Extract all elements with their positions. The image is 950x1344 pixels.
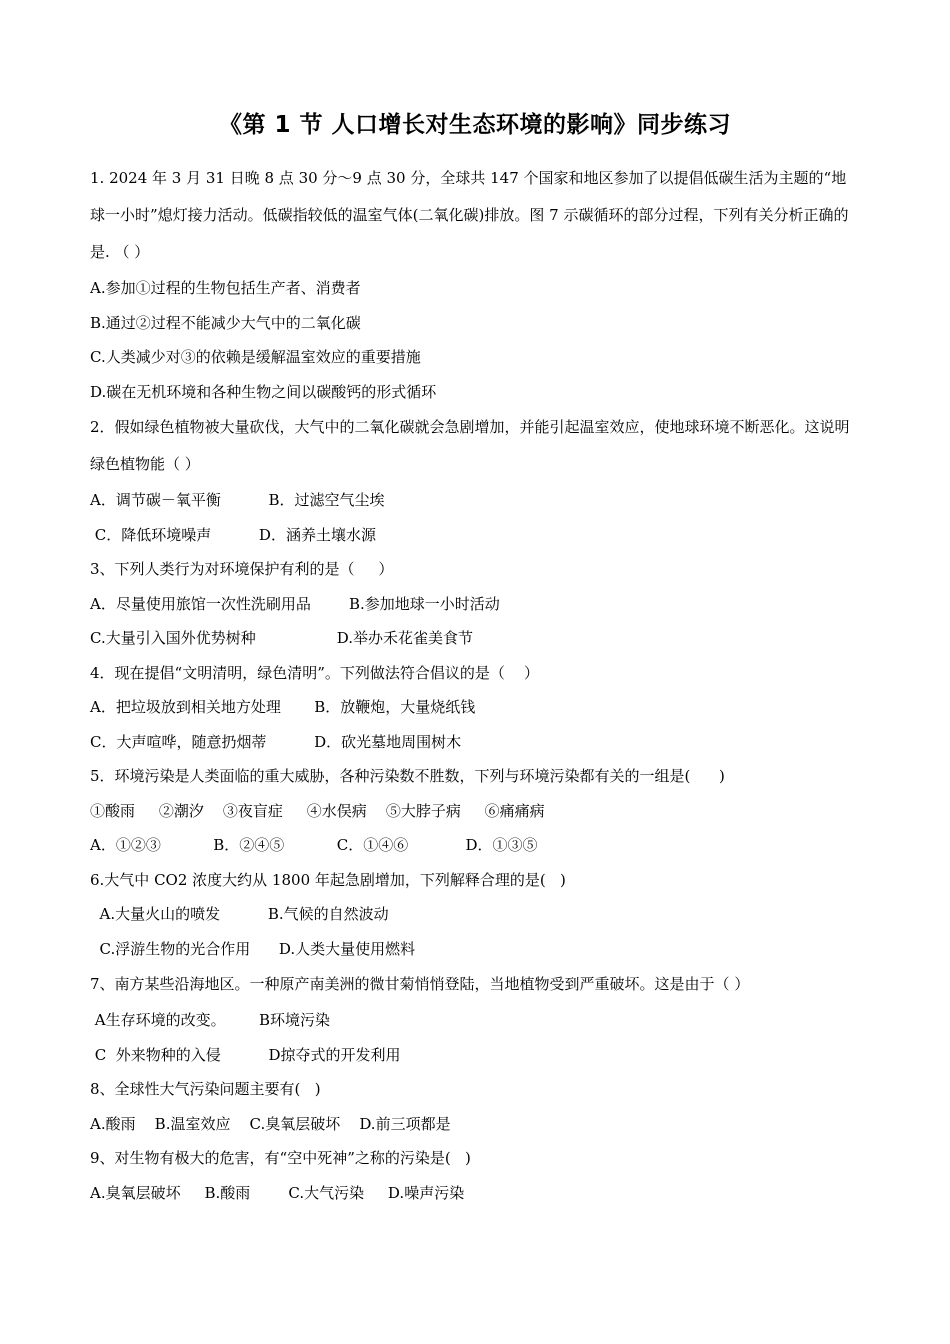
page-title: 《第 1 节 人口增长对生态环境的影响》同步练习 [218, 112, 732, 138]
question-4 [90, 656, 860, 760]
question-1 [90, 160, 860, 409]
question-8 [90, 1072, 860, 1141]
question-stem: 3、下列人类行为对环境保护有利的是（ ） [90, 560, 394, 578]
question-stem: 2．假如绿色植物被大量砍伐，大气中的二氧化碳就会急剧增加，并能引起温室效应，使地球环境不断恶化。这说明绿色植物能（ ） [90, 418, 850, 473]
question-stem: 8、全球性大气污染问题主要有( ) [90, 1080, 321, 1098]
answer-option: A．调节碳－氧平衡 B．过滤空气尘埃 [90, 491, 385, 509]
answer-option: B.通过②过程不能减少大气中的二氧化碳 [90, 313, 361, 332]
question-stem: 6.大气中 CO2 浓度大约从 1800 年起急剧增加，下列解释合理的是( ) [90, 870, 566, 889]
question-7 [90, 966, 860, 1072]
answer-option: A.酸雨 B.温室效应 C.臭氧层破坏 D.前三项都是 [90, 1114, 451, 1133]
answer-option: A.参加①过程的生物包括生产者、消费者 [90, 279, 361, 297]
question-2 [90, 409, 860, 552]
answer-option: C.大量引入国外优势树种 D.举办禾花雀美食节 [90, 629, 474, 647]
question-3 [90, 552, 860, 656]
answer-option: A．把垃圾放到相关地方处理 B．放鞭炮，大量烧纸钱 [90, 698, 476, 716]
question-9 [90, 1141, 860, 1210]
question-6 [90, 863, 860, 967]
question-5 [90, 759, 860, 863]
answer-option: D.碳在无机环境和各种生物之间以碳酸钙的形式循环 [90, 382, 437, 401]
answer-option: A.臭氧层破坏 B.酸雨 C.大气污染 D.噪声污染 [90, 1183, 465, 1202]
question-stem: 5．环境污染是人类面临的重大威胁，各种污染数不胜数，下列与环境污染都有关的一组是( ) [90, 767, 725, 785]
answer-option: C．降低环境噪声 D．涵养土壤水源 [90, 525, 376, 544]
answer-option: C.人类减少对③的依赖是缓解温室效应的重要措施 [90, 348, 421, 366]
question-list [90, 160, 860, 1210]
question-stem: 1. 2024 年 3 月 31 日晚 8 点 30 分～9 点 30 分，全球共 147 个国家和地区参加了以提倡低碳生活为主题的“地球一小时”熄灯接力活动。低碳指较低的温室气体(二氧化碳)排放。图 7 示碳循环的部分过程，下列有关分析正确的是. （ ） [90, 169, 849, 261]
question-stem: 9、对生物有极大的危害，有“空中死神”之称的污染是( ) [90, 1149, 471, 1167]
answer-option: A生存环境的改变。 B环境污染 [90, 1011, 331, 1029]
answer-option: C 外来物种的入侵 D掠夺式的开发利用 [90, 1045, 401, 1064]
answer-option: A.大量火山的喷发 B.气候的自然波动 [90, 905, 389, 923]
question-stem: 7、南方某些沿海地区。一种原产南美洲的微甘菊悄悄登陆，当地植物受到严重破坏。这是由于（ ） [90, 975, 750, 993]
answer-option: C.浮游生物的光合作用 D.人类大量使用燃料 [90, 939, 416, 958]
answer-option: ①酸雨 ②潮汐 ③夜盲症 ④水俣病 ⑤大脖子病 ⑥痛痛病 [90, 801, 545, 820]
answer-option: A．尽量使用旅馆一次性洗刷用品 B.参加地球一小时活动 [90, 594, 500, 613]
answer-option: C．大声喧哗，随意扔烟蒂 D．砍光墓地周围树木 [90, 732, 462, 751]
answer-option: A．①②③ B．②④⑤ C．①④⑥ D．①③⑤ [90, 836, 538, 854]
question-stem: 4．现在提倡“文明清明，绿色清明”。下列做法符合倡议的是（ ） [90, 663, 539, 682]
